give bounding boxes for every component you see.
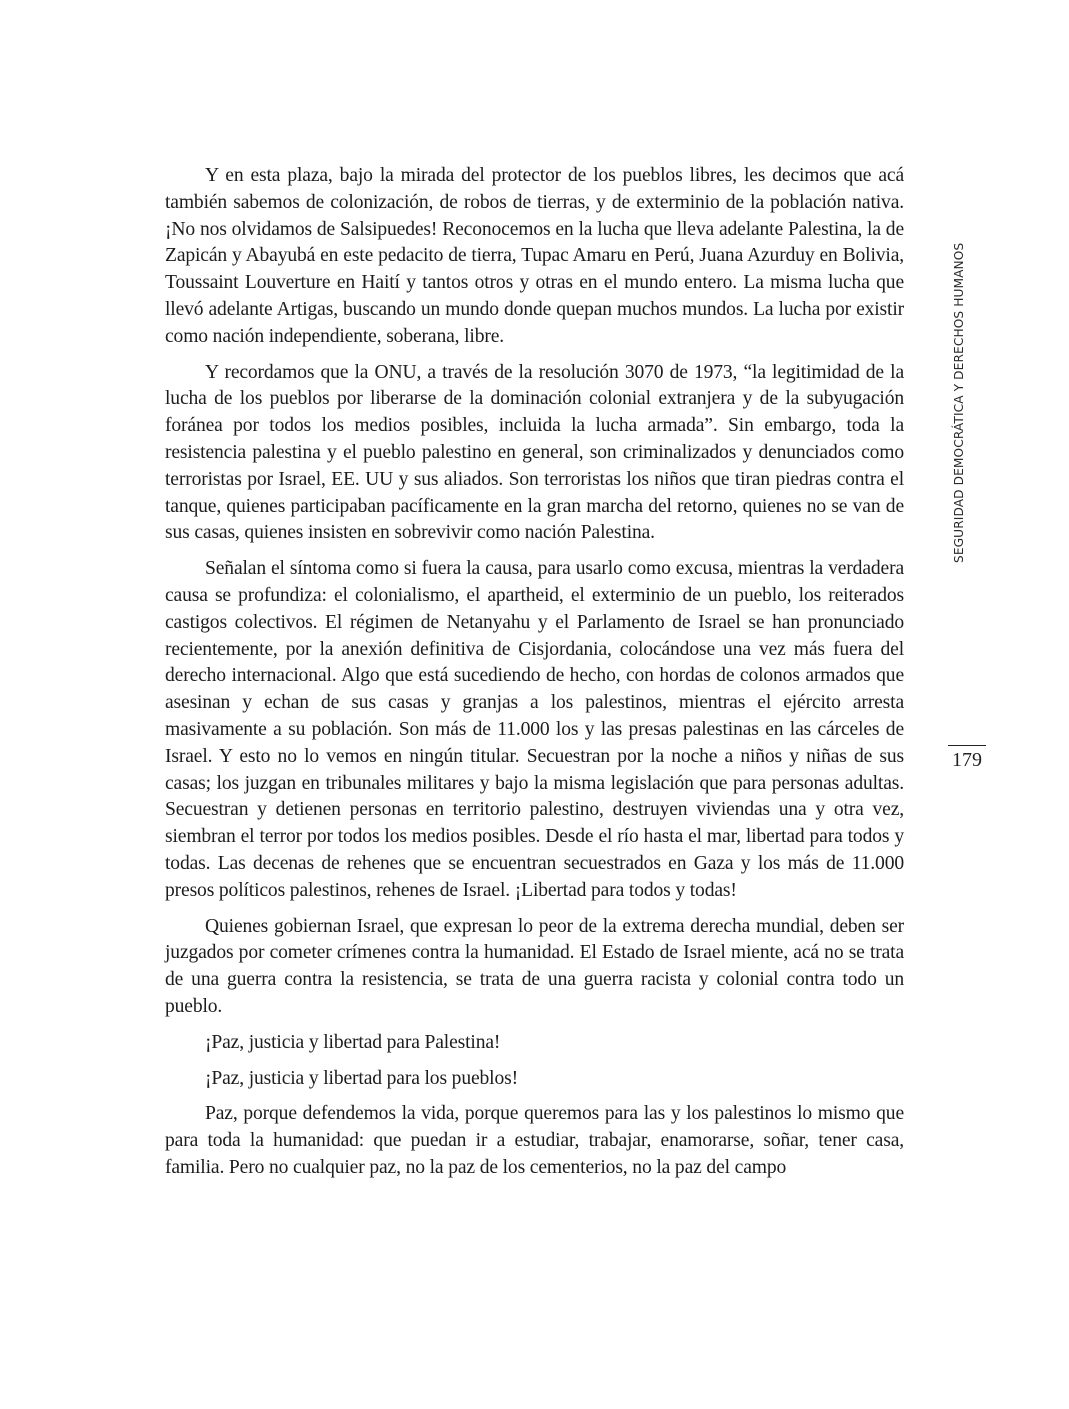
- paragraph-resolucion-onu: Y recordamos que la ONU, a través de la resolución 3070 de 1973, “la legitimidad de la lucha de los pueblos por liberarse de la dominación colonial extranjera y de la subyugación foránea por todos los medios posibles, incluida la lucha armada”. Sin embargo, toda la resistencia palestina y el pueblo palestino en general, son criminalizados y denunciados como terroristas por Israel, EE. UU y sus aliados. Son terroristas los niños que tiran piedras contra el tanque, quienes participaban pacíficamente en la gran marcha del retorno, quienes no se van de sus casas, quienes insisten en sobrevivir como nación Palestina.: [165, 361, 904, 544]
- paragraph-paz-pueblos: ¡Paz, justicia y libertad para los pueblos!: [205, 1067, 518, 1089]
- paragraph-sintoma-causa: Señalan el síntoma como si fuera la causa, para usarlo como excusa, mientras la verdadera causa se profundiza: el colonialismo, el apartheid, el exterminio de un pueblo, los reiterados castigos colectivos. El régimen de Netanyahu y el Parlamento de Israel se han pronunciado recientemente, por la anexión definitiva de Cisjordania, colocándose una vez más fuera del derecho internacional. Algo que está sucediendo de hecho, con hordas de colonos armados que asesinan y echan de sus casas y granjas a los palestinos, mientras el ejército arresta masivamente a su población. Son más de 11.000 los y las presas palestinas en las cárceles de Israel. Y esto no lo vemos en ningún titular. Secuestran por la noche a niños y niñas de sus casas; los juzgan en tribunales militares y bajo la misma legislación que para personas adultas. Secuestran y detienen personas en territorio palestino, destruyen viviendas una y otra vez, siembran el terror por todos los medios posibles. Desde el río hasta el mar, libertad para todos y todas. Las decenas de rehenes que se encuentran secuestrados en Gaza y los más de 11.000 presos políticos palestinos, rehenes de Israel. ¡Libertad para todos y todas!: [165, 558, 904, 901]
- page-number-rule: [948, 745, 986, 746]
- paragraph-plaza-colonizacion: Y en esta plaza, bajo la mirada del protector de los pueblos libres, les decimos que acá también sabemos de colonización, de robos de tierras, y de exterminio de la población nativa. ¡No nos olvidamos de Salsipuedes! Reconocemos en la lucha que lleva adelante Palestina, la de Zapicán y Abayubá en este pedacito de tierra, Tupac Amaru en Perú, Juana Azurduy en Bolivia, Toussaint Louverture en Haití y tantos otros y otras en el mundo entero. La misma lucha que llevó adelante Artigas, buscando un mundo donde quepan muchos mundos. La lucha por existir como nación independiente, soberana, libre.: [165, 165, 904, 347]
- page-number-block: [947, 745, 987, 772]
- running-header: SEGURIDAD DEMOCRÁTICA Y DERECHOS HUMANOS: [952, 242, 966, 563]
- paragraph-gobiernan-israel: Quienes gobiernan Israel, que expresan lo peor de la extrema derecha mundial, deben ser juzgados por cometer crímenes contra la humanidad. El Estado de Israel miente, acá no se trata de una guerra contra la resistencia, se trata de una guerra racista y colonial contra todo un pueblo.: [165, 915, 904, 1017]
- paragraph-paz-palestina: ¡Paz, justicia y libertad para Palestina!: [205, 1031, 501, 1053]
- page-number: 179: [952, 749, 982, 771]
- body-text: [165, 163, 904, 1191]
- paragraph-paz-vida: Paz, porque defendemos la vida, porque queremos para las y los palestinos lo mismo que para toda la humanidad: que puedan ir a estudiar, trabajar, enamorarse, soñar, tener casa, familia. Pero no cualquier paz, no la paz de los cementerios, no la paz del campo: [165, 1103, 904, 1178]
